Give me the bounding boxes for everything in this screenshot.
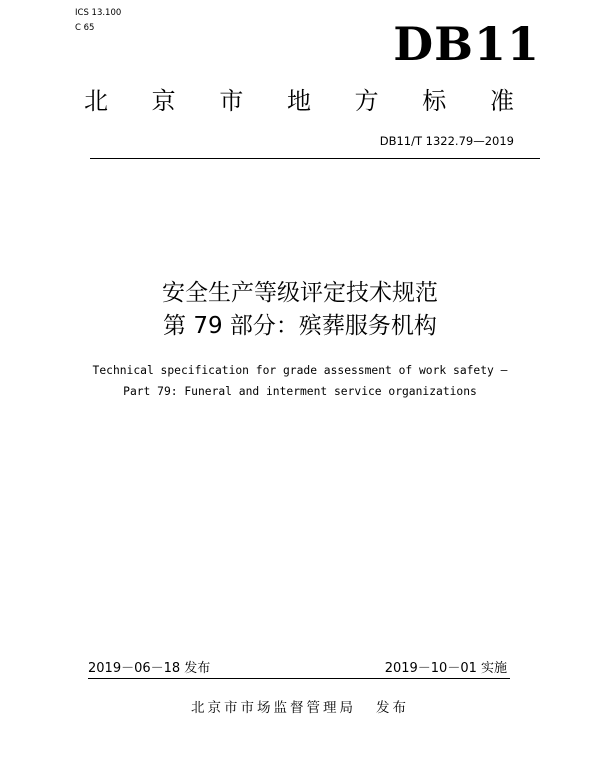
standard-type-char: 准 <box>489 87 514 115</box>
footer-divider <box>88 678 510 679</box>
standard-type-char: 市 <box>219 87 244 115</box>
standard-type-char: 地 <box>286 87 311 115</box>
standard-number: DB11/T 1322.79—2019 <box>379 134 514 148</box>
title-english-line-1: Technical specification for grade assessment of work safety — <box>92 364 508 377</box>
title-chinese-line-1: 安全生产等级评定技术规范 <box>162 280 438 306</box>
standard-type-char: 北 <box>84 87 108 115</box>
standard-type-char: 标 <box>422 87 447 115</box>
issue-date: 2019－06－18 发布 <box>88 661 211 676</box>
standard-type-char: 方 <box>354 87 379 115</box>
publisher-line <box>0 700 600 716</box>
standard-type <box>84 86 514 116</box>
title-chinese-line-2: 第 79 部分：殡葬服务机构 <box>163 313 437 339</box>
header-divider <box>90 158 540 159</box>
publish-word: 发布 <box>376 700 409 716</box>
publisher-name: 北京市市场监督管理局 <box>191 700 356 716</box>
ccs-code: C 65 <box>75 23 95 33</box>
title-english-line-2: Part 79: Funeral and interment service organizations <box>123 385 477 398</box>
ics-code: ICS 13.100 <box>75 8 122 18</box>
implementation-date: 2019－10－01 实施 <box>384 661 507 676</box>
db-code-logo: DB11 <box>393 17 540 71</box>
standard-type-char: 京 <box>151 87 176 115</box>
